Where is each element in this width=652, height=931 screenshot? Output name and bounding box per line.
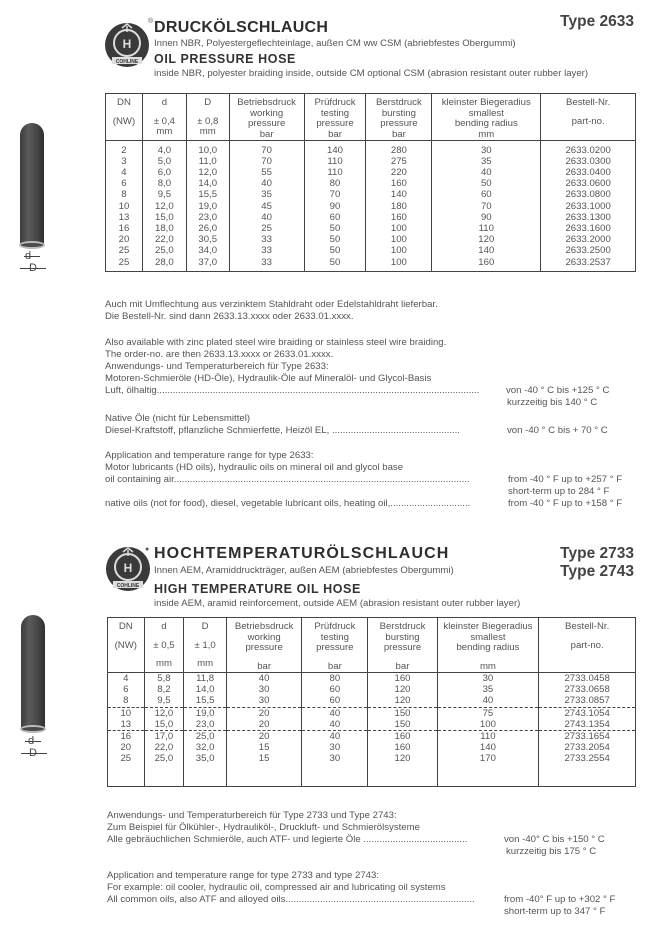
table-cell: 35 [432, 156, 541, 167]
table-cell: 35 [229, 189, 304, 200]
section1-app-de-range2: von -40 ° C bis + 70 ° C [507, 425, 608, 436]
section2-spec-table [107, 617, 636, 787]
table-cell: 45 [229, 201, 304, 212]
col-d: d ± 0,4 mm [142, 94, 186, 141]
hose-drawing-icon [19, 615, 47, 733]
table-cell: 37,0 [186, 257, 229, 268]
table-cell: 110 [304, 167, 366, 178]
table-cell: 90 [304, 201, 366, 212]
section1-app-de-line2: Luft, ölhaltig......................................................................................................................... [105, 385, 480, 396]
table-cell: 20 [227, 707, 302, 719]
table-cell: 80 [302, 673, 368, 684]
col-D: D ± 1,0 mm [184, 618, 227, 673]
table-cell: 14,0 [184, 684, 227, 695]
col-testing-pressure: Prüfdruck testing pressure bar [304, 94, 366, 141]
section2-app-en-line2: All common oils, also ATF and alloyed oils....................................................................... [107, 894, 475, 905]
table-cell: 2633.2000 [541, 234, 636, 245]
table-row [106, 257, 636, 268]
table-cell: 2733.1654 [539, 731, 636, 743]
section1-app-en-title: Application and temperature range for type 2633: [105, 450, 314, 461]
dim-arrow-d [25, 741, 41, 742]
table-cell: 60 [302, 684, 368, 695]
dim-arrow-d [24, 256, 40, 257]
section1-spec-table [105, 93, 636, 272]
dim-d-label: d [28, 735, 35, 747]
table-cell: 70 [229, 156, 304, 167]
table-cell: 8 [108, 695, 145, 707]
table-cell: 26,0 [186, 223, 229, 234]
dim-D-label: D [29, 262, 37, 274]
table-row [106, 189, 636, 200]
table-cell: 22,0 [144, 742, 184, 753]
table-cell: 34,0 [186, 245, 229, 256]
table-cell: 2733.2554 [539, 753, 636, 764]
table-cell: 5,0 [142, 156, 186, 167]
table-cell: 28,0 [142, 257, 186, 268]
table-cell: 40 [227, 673, 302, 684]
spacer-cell [186, 268, 229, 272]
dim-d-label: d [25, 250, 32, 262]
table-cell: 8,0 [142, 178, 186, 189]
table-cell: 100 [366, 257, 432, 268]
table-cell: 12,0 [186, 167, 229, 178]
table-row [106, 201, 636, 212]
table-cell: 8 [106, 189, 143, 200]
section2-subtitle-de: Innen AEM, Aramiddruckträger, außen AEM (abriebfestes Obergummi) [154, 565, 454, 576]
section1-note-de-1: Auch mit Umflechtung aus verzinktem Stahldraht oder Edelstahldraht lieferbar. [105, 299, 438, 310]
table-cell: 50 [304, 223, 366, 234]
spacer-cell [229, 268, 304, 272]
col-d: d ± 0,5 mm [144, 618, 184, 673]
table-cell: 20 [108, 742, 145, 753]
table-cell: 2633.0400 [541, 167, 636, 178]
table-cell: 70 [304, 189, 366, 200]
section2-app-en-title: Application and temperature range for type 2733 and type 2743: [107, 870, 380, 881]
section1-subtitle-en: inside NBR, polyester braiding inside, outside CM optional CSM (abrasion resistant outer rubber layer) [154, 68, 589, 79]
table-row [106, 245, 636, 256]
table-cell: 15,5 [184, 695, 227, 707]
table-cell: 100 [366, 223, 432, 234]
section2-app-de-line1: Zum Beispiel für Ölkühler-, Hydrauliköl-, Druckluft- und Schmierölsysteme [107, 822, 420, 833]
table-cell: 120 [368, 695, 437, 707]
section1-subtitle-de: Innen NBR, Polyestergeflechteinlage, außen CM ww CSM (abriebfestes Obergummi) [154, 38, 516, 49]
table-cell: 140 [432, 245, 541, 256]
registered-mark: ® [148, 18, 154, 25]
table-cell: 16 [106, 223, 143, 234]
table-cell: 30 [302, 742, 368, 753]
table-cell: 25 [106, 257, 143, 268]
table-row [106, 167, 636, 178]
table-row [108, 707, 636, 719]
table-cell: 150 [368, 719, 437, 731]
table-cell: 33 [229, 234, 304, 245]
col-working-pressure: Betriebsdruck working pressure bar [229, 94, 304, 141]
table-cell: 25,0 [184, 731, 227, 743]
table-cell: 35,0 [184, 753, 227, 764]
svg-text:COHLINE: COHLINE [116, 583, 140, 589]
table-cell: 120 [432, 234, 541, 245]
col-dn: DN (NW) [108, 618, 145, 673]
table-row [108, 731, 636, 743]
section1-app-en-range2: from -40 ° F up to +158 ° F [508, 498, 623, 509]
spacer-cell [106, 268, 143, 272]
table-cell: 20 [227, 719, 302, 731]
table-cell: 2743.1354 [539, 719, 636, 731]
table-cell: 2633.0300 [541, 156, 636, 167]
table-row [106, 156, 636, 167]
table-cell: 50 [304, 245, 366, 256]
table-cell: 110 [437, 731, 539, 743]
table-cell: 15 [227, 742, 302, 753]
table-cell: 50 [432, 178, 541, 189]
section1-app-de-line1: Motoren-Schmieröle (HD-Öle), Hydraulik-Öle auf Mineralöl- und Glycol-Basis [105, 373, 432, 384]
section1-app-de-range1: von -40 ° C bis +125 ° C [506, 385, 610, 396]
col-bursting-pressure: Berstdruck bursting pressure bar [366, 94, 432, 141]
table-cell: 30 [227, 684, 302, 695]
table-cell: 33 [229, 245, 304, 256]
table-cell: 30 [432, 145, 541, 156]
col-working-pressure: Betriebsdruck working pressure bar [227, 618, 302, 673]
section1-title-de: DRUCKÖLSCHLAUCH [154, 19, 329, 36]
table-cell: 30 [302, 753, 368, 764]
table-cell: 30 [437, 673, 539, 684]
section2-app-de-short1: kurzzeitig bis 175 ° C [506, 846, 597, 857]
table-cell: 8,2 [144, 684, 184, 695]
table-cell: 40 [229, 178, 304, 189]
table-row [108, 719, 636, 731]
dim-arrow-D [21, 753, 47, 754]
table-cell: 4 [106, 167, 143, 178]
table-cell: 15,5 [186, 189, 229, 200]
table-cell: 120 [368, 684, 437, 695]
col-part-no: Bestell-Nr. part-no. [539, 618, 636, 673]
section1-app-en-line2: oil containing air............................................................................................................... [105, 474, 470, 485]
table-cell: 10,0 [186, 145, 229, 156]
table-cell: 2743.1054 [539, 707, 636, 719]
table-cell: 20 [227, 731, 302, 743]
table-cell: 60 [432, 189, 541, 200]
col-dn: DN (NW) [106, 94, 143, 141]
spacer-cell [437, 765, 539, 787]
table-cell: 17,0 [144, 731, 184, 743]
table-cell: 25 [108, 753, 145, 764]
spacer-cell [432, 268, 541, 272]
table-cell: 160 [432, 257, 541, 268]
table-cell: 25,0 [142, 245, 186, 256]
table-cell: 19,0 [186, 201, 229, 212]
section2-app-de-title: Anwendungs- und Temperaturbereich für Type 2733 und Type 2743: [107, 810, 397, 821]
table-cell: 60 [304, 212, 366, 223]
section2-app-en-range1: from -40° F up to +302 ° F [504, 894, 616, 905]
col-D: D ± 0,8 mm [186, 94, 229, 141]
section1-app-de-title: Anwendungs- und Temperaturbereich für Type 2633: [105, 361, 329, 372]
table-cell: 25,0 [144, 753, 184, 764]
table-cell: 100 [437, 719, 539, 731]
table-cell: 12,0 [144, 707, 184, 719]
table-cell: 150 [368, 707, 437, 719]
spacer-cell [366, 268, 432, 272]
table-cell: 9,5 [144, 695, 184, 707]
table-row [108, 684, 636, 695]
section2-type-label-1: Type 2733 [560, 545, 634, 562]
table-cell: 40 [229, 212, 304, 223]
table-cell: 180 [366, 201, 432, 212]
section1-note-de-2: Die Bestell-Nr. sind dann 2633.13.xxxx oder 2633.01.xxxx. [105, 311, 354, 322]
table-cell: 160 [368, 742, 437, 753]
section1-app-de-short1: kurzzeitig bis 140 ° C [507, 397, 598, 408]
table-cell: 14,0 [186, 178, 229, 189]
table-cell: 40 [302, 707, 368, 719]
table-cell: 2633.2537 [541, 257, 636, 268]
table-cell: 2633.1300 [541, 212, 636, 223]
table-cell: 9,5 [142, 189, 186, 200]
section1-app-en-line1: Motor lubricants (HD oils), hydraulic oils on mineral oil and glycol base [105, 462, 404, 473]
col-bursting-pressure: Berstdruck bursting pressure bar [368, 618, 437, 673]
table-cell: 2733.2054 [539, 742, 636, 753]
table-cell: 100 [366, 245, 432, 256]
table-cell: 15,0 [142, 212, 186, 223]
table-cell: 40 [432, 167, 541, 178]
table-cell: 5,8 [144, 673, 184, 684]
table-cell: 140 [437, 742, 539, 753]
section1-note-en-2: The order-no. are then 2633.13.xxxx or 2633.01.xxxx. [105, 349, 334, 360]
section1-type-label: Type 2633 [560, 13, 634, 30]
section2-app-en-line1: For example: oil cooler, hydraulic oil, compressed air and lubricating oil systems [107, 882, 446, 893]
dim-D-label: D [29, 747, 37, 759]
col-part-no: Bestell-Nr. part-no. [541, 94, 636, 141]
spacer-cell [108, 765, 145, 787]
hose-drawing-icon [18, 123, 46, 249]
table-cell: 220 [366, 167, 432, 178]
table-cell: 40 [302, 731, 368, 743]
col-testing-pressure: Prüfdruck testing pressure bar [302, 618, 368, 673]
table-cell: 18,0 [142, 223, 186, 234]
section2-type-label-2: Type 2743 [560, 563, 634, 580]
table-cell: 23,0 [186, 212, 229, 223]
table-cell: 20 [106, 234, 143, 245]
table-cell: 110 [304, 156, 366, 167]
spacer-cell [227, 765, 302, 787]
section1-app-en-line3: native oils (not for food), diesel, vegetable lubricant oils, heating oil,.............................. [105, 498, 471, 509]
table-cell: 4 [108, 673, 145, 684]
table-cell: 100 [366, 234, 432, 245]
table-cell: 10 [106, 201, 143, 212]
table-cell: 60 [302, 695, 368, 707]
table-row [106, 234, 636, 245]
table-cell: 2633.0200 [541, 145, 636, 156]
table-row [106, 212, 636, 223]
section1-app-de-line3: Native Öle (nicht für Lebensmittel) [105, 413, 251, 424]
spacer-cell [144, 765, 184, 787]
table-cell: 140 [366, 189, 432, 200]
svg-text:H: H [123, 561, 133, 575]
section2-app-en-short1: short-term up to 347 ° F [504, 906, 606, 917]
table-cell: 32,0 [184, 742, 227, 753]
section2-subtitle-en: inside AEM, aramid reinforcement, outside AEM (abrasion resistant outer rubber layer) [154, 598, 521, 609]
table-cell: 2 [106, 145, 143, 156]
table-cell: 33 [229, 257, 304, 268]
table-row [108, 753, 636, 764]
table-cell: 25 [229, 223, 304, 234]
svg-text:H: H [122, 37, 132, 51]
table-cell: 110 [432, 223, 541, 234]
table-cell: 140 [304, 145, 366, 156]
section1-app-en-short1: short-term up to 284 ° F [508, 486, 610, 497]
table-cell: 12,0 [142, 201, 186, 212]
section2-title-en: HIGH TEMPERATURE OIL HOSE [154, 582, 361, 596]
table-row [106, 145, 636, 156]
table-cell: 6,0 [142, 167, 186, 178]
table-cell: 2633.1000 [541, 201, 636, 212]
dim-arrow-D [20, 268, 46, 269]
table-cell: 25 [106, 245, 143, 256]
table-cell: 2733.0857 [539, 695, 636, 707]
table-cell: 90 [432, 212, 541, 223]
table-row [108, 673, 636, 684]
section1-title-en: OIL PRESSURE HOSE [154, 52, 296, 66]
section1-app-de-line4: Diesel-Kraftstoff, pflanzliche Schmierfette, Heizöl EL, ................................................ [105, 425, 460, 436]
table-cell: 80 [304, 178, 366, 189]
table-cell: 280 [366, 145, 432, 156]
table-cell: 2633.0800 [541, 189, 636, 200]
spacer-cell [142, 268, 186, 272]
table-cell: 2633.0600 [541, 178, 636, 189]
table-cell: 15 [227, 753, 302, 764]
spacer-cell [304, 268, 366, 272]
table-row [106, 223, 636, 234]
table-cell: 40 [302, 719, 368, 731]
table-cell: 40 [437, 695, 539, 707]
spacer-cell [539, 765, 636, 787]
table-cell: 70 [229, 145, 304, 156]
table-cell: 16 [108, 731, 145, 743]
table-cell: 160 [368, 673, 437, 684]
spacer-cell [302, 765, 368, 787]
table-cell: 23,0 [184, 719, 227, 731]
table-cell: 160 [366, 178, 432, 189]
table-cell: 50 [304, 257, 366, 268]
table-row [106, 178, 636, 189]
table-cell: 22,0 [142, 234, 186, 245]
table-cell: 13 [108, 719, 145, 731]
table-cell: 10 [108, 707, 145, 719]
table-cell: 15,0 [144, 719, 184, 731]
table-cell: 13 [106, 212, 143, 223]
table-cell: 275 [366, 156, 432, 167]
table-cell: 6 [108, 684, 145, 695]
spacer-cell [541, 268, 636, 272]
table-cell: 2733.0658 [539, 684, 636, 695]
table-cell: 30 [227, 695, 302, 707]
table-header-row [106, 94, 636, 141]
section1-note-en-1: Also available with zinc plated steel wire braiding or stainless steel wire braiding. [105, 337, 447, 348]
table-cell: 160 [368, 731, 437, 743]
section2-app-de-line2: Alle gebräuchlichen Schmieröle, auch ATF- und legierte Öle ....................................... [107, 834, 468, 845]
table-cell: 30,5 [186, 234, 229, 245]
table-cell: 75 [437, 707, 539, 719]
table-cell: 160 [366, 212, 432, 223]
table-header-row [108, 618, 636, 673]
table-cell: 19,0 [184, 707, 227, 719]
registered-mark: ● [145, 546, 150, 553]
table-cell: 11,0 [186, 156, 229, 167]
table-row [108, 742, 636, 753]
table-cell: 120 [368, 753, 437, 764]
table-row [108, 695, 636, 707]
table-cell: 35 [437, 684, 539, 695]
spacer-row [108, 765, 636, 787]
table-cell: 2633.1600 [541, 223, 636, 234]
table-cell: 70 [432, 201, 541, 212]
col-bending-radius: kleinster Biegeradius smallest bending radius mm [437, 618, 539, 673]
svg-text:COHLINE: COHLINE [115, 59, 139, 65]
table-cell: 170 [437, 753, 539, 764]
table-cell: 3 [106, 156, 143, 167]
spacer-row [106, 268, 636, 272]
section1-app-en-range1: from -40 ° F up to +257 ° F [508, 474, 623, 485]
table-cell: 55 [229, 167, 304, 178]
table-cell: 4,0 [142, 145, 186, 156]
table-cell: 11,8 [184, 673, 227, 684]
table-cell: 6 [106, 178, 143, 189]
table-cell: 50 [304, 234, 366, 245]
table-cell: 2733.0458 [539, 673, 636, 684]
table-cell: 2633.2500 [541, 245, 636, 256]
spacer-cell [184, 765, 227, 787]
spacer-cell [368, 765, 437, 787]
cohline-logo-icon [104, 22, 150, 68]
col-bending-radius: kleinster Biegeradius smallest bending radius mm [432, 94, 541, 141]
section2-title-de: HOCHTEMPERATURÖLSCHLAUCH [154, 545, 450, 562]
section2-app-de-range1: von -40° C bis +150 ° C [504, 834, 605, 845]
